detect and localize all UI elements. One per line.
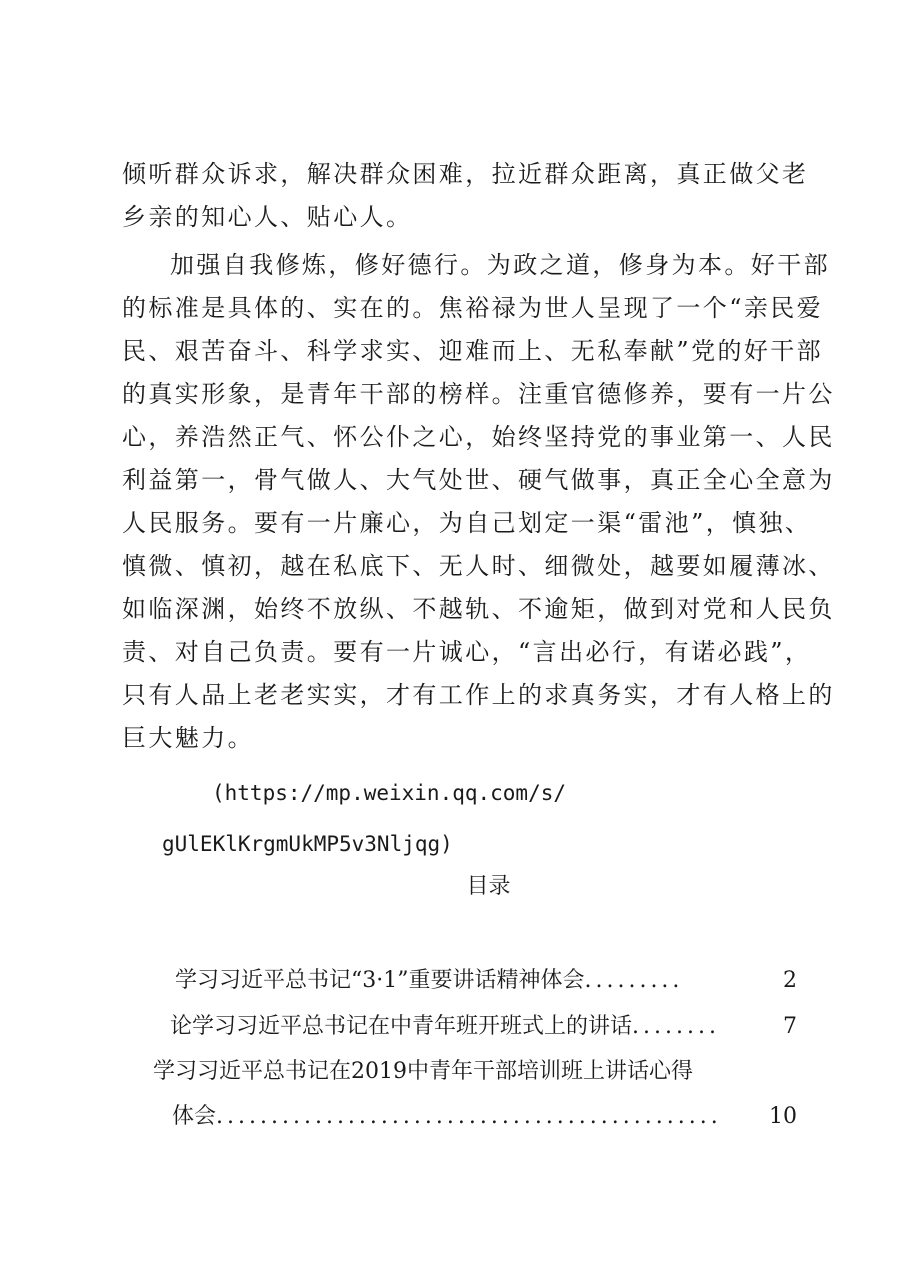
toc-entry[interactable] (175, 964, 797, 998)
toc-entry[interactable] (172, 1100, 797, 1134)
source-link[interactable]: gUlEKlKrgmUkMP5v3Nljqg) (162, 832, 453, 856)
toc-entry-text: 学习习近平总书记在2019中青年干部培训班上讲话心得 (153, 1059, 693, 1084)
body-text-line: 心，养浩然正气、怀公仆之心，始终坚持党的事业第一、人民 (122, 423, 835, 451)
body-text-line: 倾听群众诉求，解决群众困难，拉近群众距离，真正做父老 (122, 160, 809, 188)
toc-leader-dots: .............................................. (216, 1104, 722, 1129)
source-link[interactable]: (https://mp.weixin.qq.com/s/ (212, 781, 567, 805)
body-text-line: 的真实形象，是青年干部的榜样。注重官德修养，要有一片公 (122, 380, 835, 408)
body-text-line: 巨大魅力。 (122, 724, 254, 752)
body-text-line: 利益第一，骨气做人、大气处世、硬气做事，真正全心全意为 (122, 466, 835, 494)
toc-entry[interactable] (170, 1010, 797, 1044)
body-text-line: 的标准是具体的、实在的。焦裕禄为世人呈现了一个“亲民爱 (122, 294, 824, 322)
body-text-line: 慎微、慎初，越在私底下、无人时、细微处，越要如履薄冰、 (122, 552, 835, 580)
toc-entry-text: 体会 (172, 1104, 217, 1129)
toc-page-number: 2 (783, 968, 797, 993)
body-text-line: 只有人品上老老实实，才有工作上的求真务实，才有人格上的 (122, 681, 835, 709)
toc-page-number: 10 (769, 1104, 797, 1129)
body-text-line: 民、艰苦奋斗、科学求实、迎难而上、无私奉献”党的好干部 (122, 337, 824, 365)
body-text-line: 乡亲的知心人、贴心人。 (122, 203, 413, 231)
toc-entry-text: 论学习习近平总书记在中青年班开班式上的讲话 (170, 1014, 633, 1039)
body-text-line: 责、对自己负责。要有一片诚心，“言出必行，有诺必践”， (122, 638, 812, 666)
toc-page-number: 7 (783, 1014, 797, 1039)
toc-entry-text: 学习习近平总书记“3·1”重要讲话精神体会 (175, 968, 585, 993)
body-text-line: 加强自我修炼，修好德行。为政之道，修身为本。好干部 (170, 251, 830, 279)
toc-leader-dots: ........ (632, 1014, 720, 1039)
body-text-line: 人民服务。要有一片廉心，为自己划定一渠“雷池”，慎独、 (122, 509, 812, 537)
toc-leader-dots: ......... (584, 968, 684, 993)
body-text-line: 如临深渊，始终不放纵、不越轨、不逾矩，做到对党和人民负 (122, 595, 835, 623)
toc-entry[interactable] (153, 1055, 797, 1089)
toc-title: 目录 (466, 874, 511, 899)
